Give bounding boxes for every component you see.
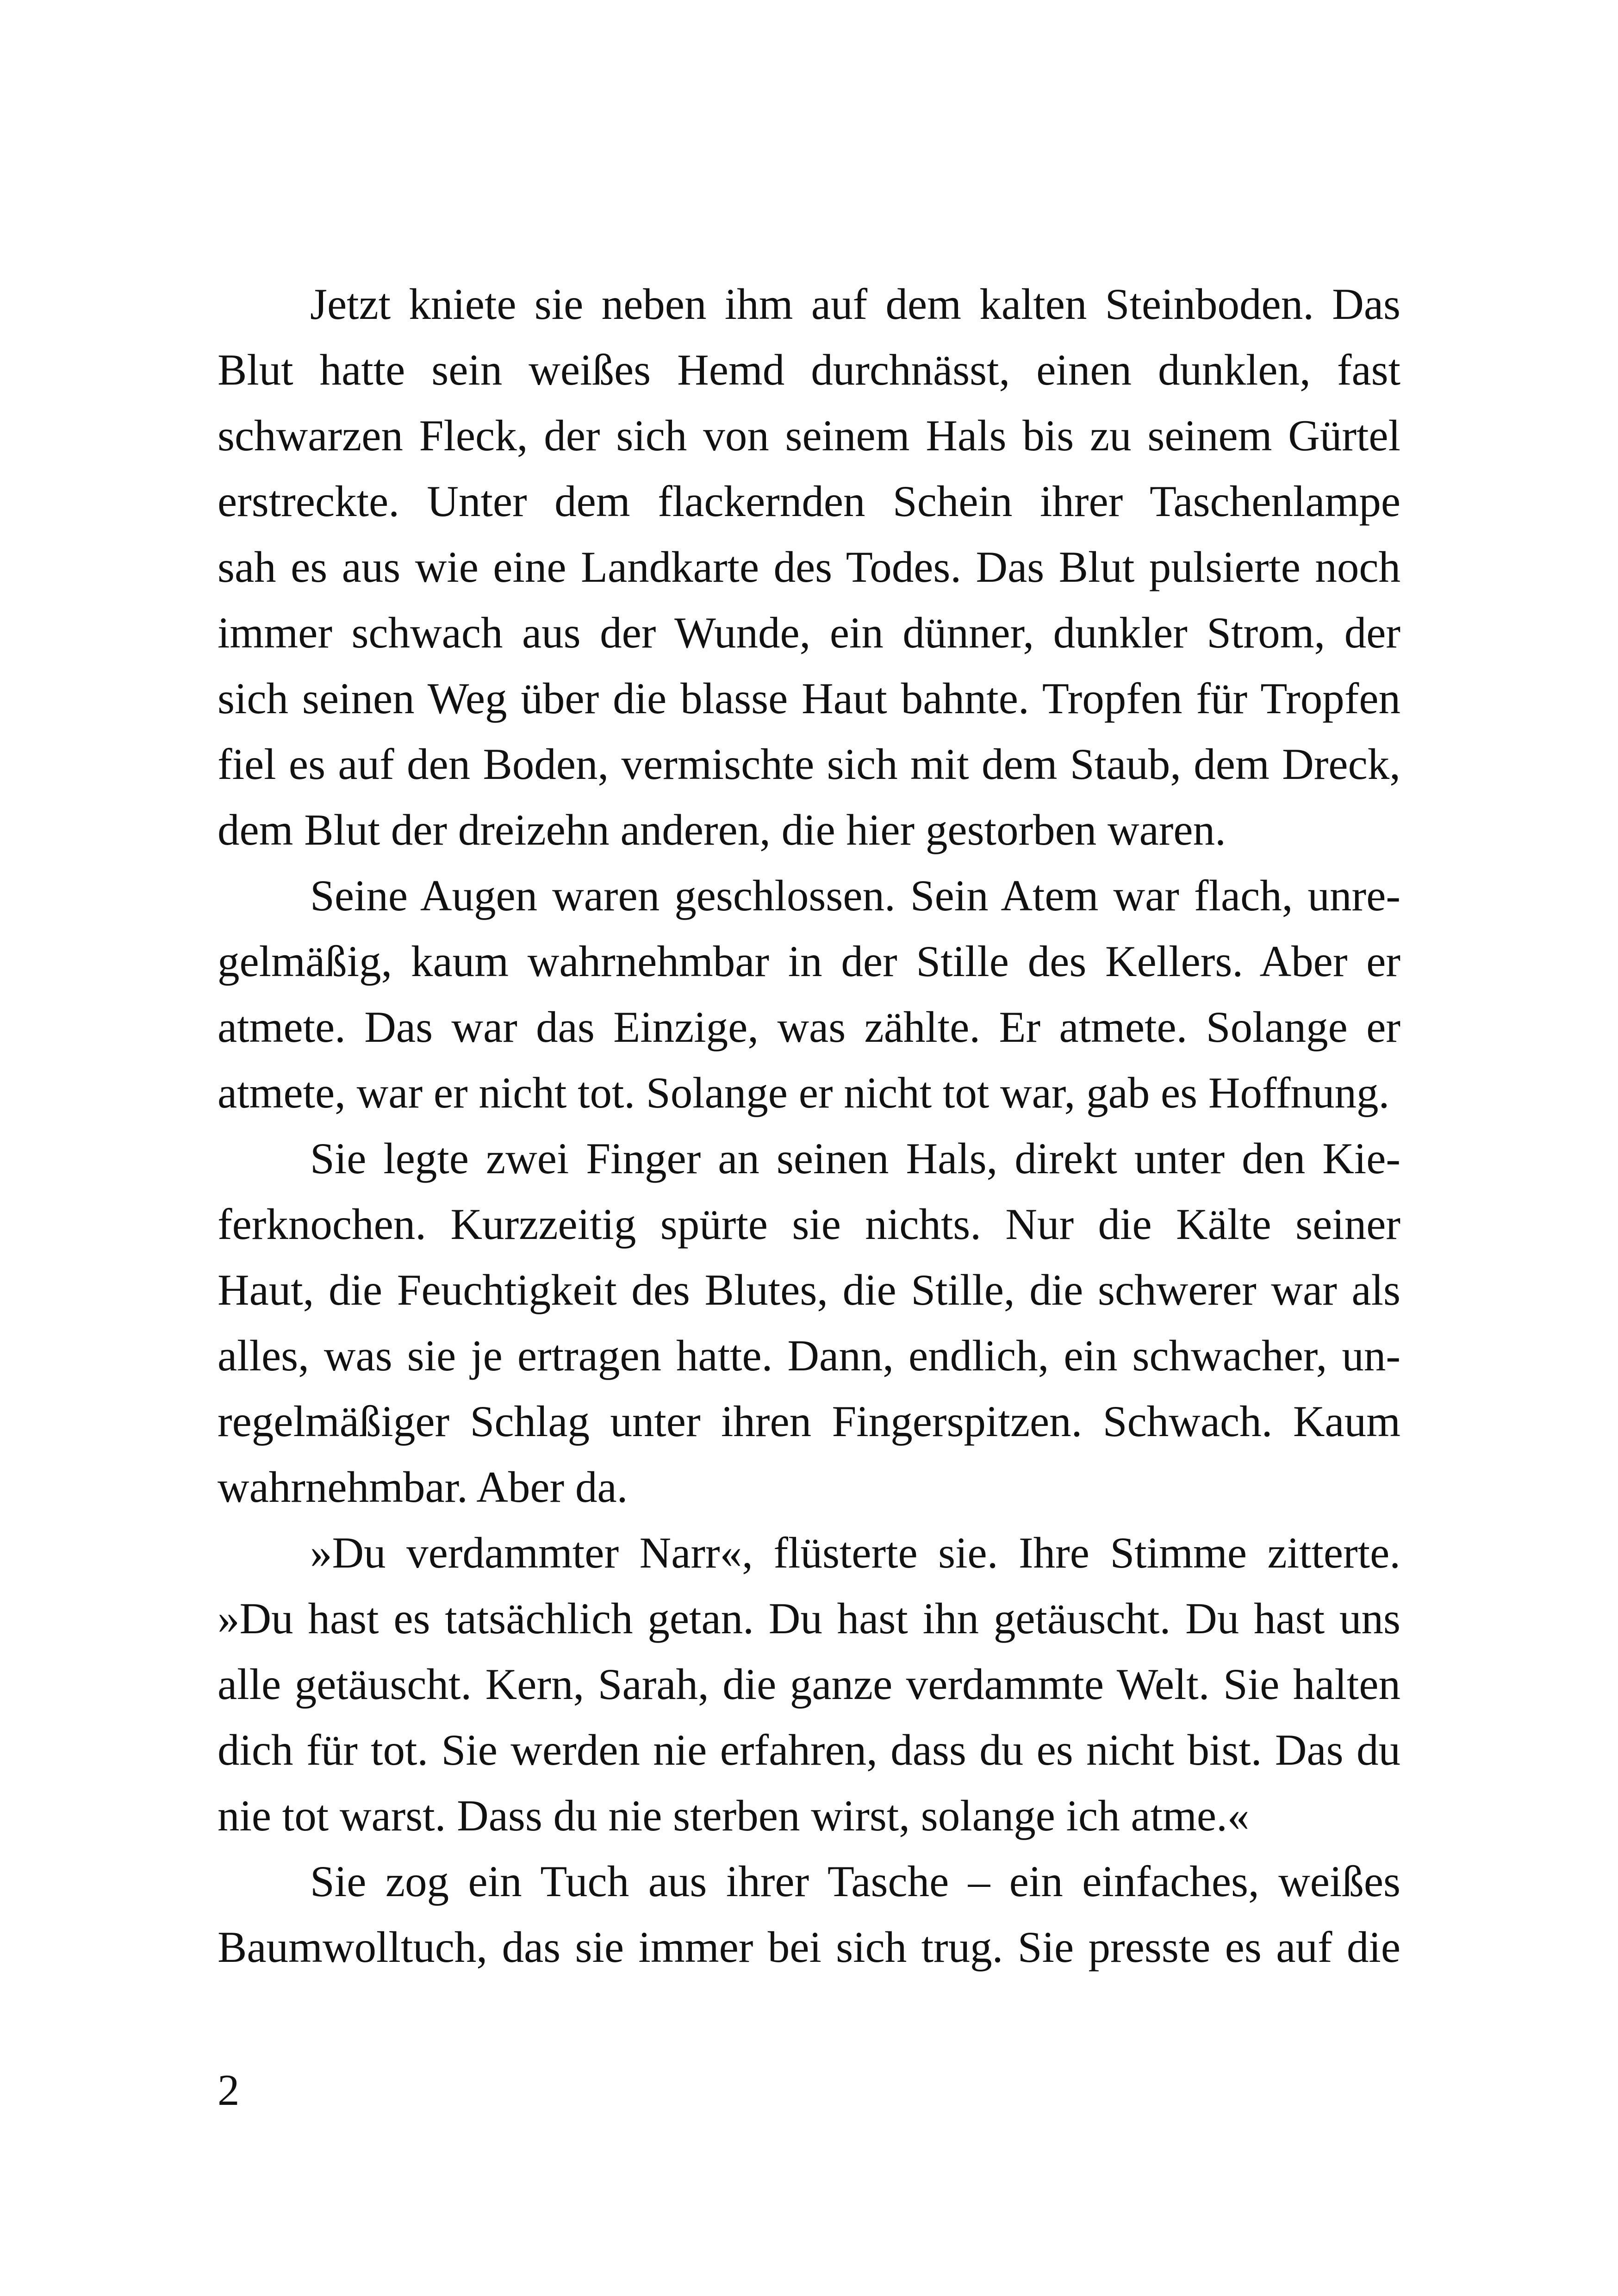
- text-line: ferknochen. Kurzzeitig spürte sie nichts. Nur die Kälte seiner: [218, 1200, 1400, 1249]
- text-line: atmete. Das war das Einzige, was zählte. Er atmete. Solange er: [218, 1002, 1400, 1052]
- text-line: sich seinen Weg über die blasse Haut bahnte. Tropfen für Tropfen: [218, 674, 1400, 723]
- text-line: fiel es auf den Boden, vermischte sich mit dem Staub, dem Dreck,: [218, 740, 1400, 789]
- text-line: »Du verdammter Narr«, flüsterte sie. Ihre Stimme zitterte.: [310, 1528, 1400, 1577]
- body-text: [218, 271, 1400, 1980]
- text-line: »Du hast es tatsächlich getan. Du hast ihn getäuscht. Du hast uns: [218, 1594, 1400, 1643]
- text-line: immer schwach aus der Wunde, ein dünner, dunkler Strom, der: [218, 608, 1400, 657]
- text-line: Seine Augen waren geschlossen. Sein Atem war flach, unre-: [310, 871, 1400, 920]
- text-line: Baumwolltuch, das sie immer bei sich trug. Sie presste es auf die: [218, 1923, 1400, 1972]
- text-line: erstreckte. Unter dem flackernden Schein ihrer Taschenlampe: [218, 477, 1400, 526]
- text-line: Blut hatte sein weißes Hemd durchnässt, einen dunklen, fast: [218, 345, 1400, 394]
- text-line: sah es aus wie eine Landkarte des Todes. Das Blut pulsierte noch: [218, 542, 1400, 591]
- text-line: atmete, war er nicht tot. Solange er nicht tot war, gab es Hoffnung.: [218, 1068, 1390, 1117]
- text-line: Sie legte zwei Finger an seinen Hals, direkt unter den Kie-: [310, 1134, 1400, 1183]
- text-line: alles, was sie je ertragen hatte. Dann, endlich, ein schwacher, un-: [218, 1331, 1400, 1380]
- text-line: dich für tot. Sie werden nie erfahren, dass du es nicht bist. Das du: [218, 1725, 1400, 1774]
- text-line: alle getäuscht. Kern, Sarah, die ganze verdammte Welt. Sie halten: [218, 1660, 1400, 1709]
- page-number: 2: [218, 2066, 240, 2115]
- text-line: wahrnehmbar. Aber da.: [218, 1462, 628, 1512]
- text-line: Jetzt kniete sie neben ihm auf dem kalten Steinboden. Das: [310, 280, 1400, 329]
- text-line: schwarzen Fleck, der sich von seinem Hals bis zu seinem Gürtel: [218, 411, 1400, 460]
- text-line: regelmäßiger Schlag unter ihren Fingerspitzen. Schwach. Kaum: [218, 1397, 1400, 1446]
- text-line: nie tot warst. Dass du nie sterben wirst, solange ich atme.«: [218, 1791, 1250, 1840]
- text-line: gelmäßig, kaum wahrnehmbar in der Stille des Kellers. Aber er: [218, 937, 1400, 986]
- text-line: Haut, die Feuchtigkeit des Blutes, die Stille, die schwerer war als: [218, 1265, 1400, 1314]
- text-line: dem Blut der dreizehn anderen, die hier gestorben waren.: [218, 805, 1226, 854]
- text-line: Sie zog ein Tuch aus ihrer Tasche – ein einfaches, weißes: [310, 1857, 1400, 1906]
